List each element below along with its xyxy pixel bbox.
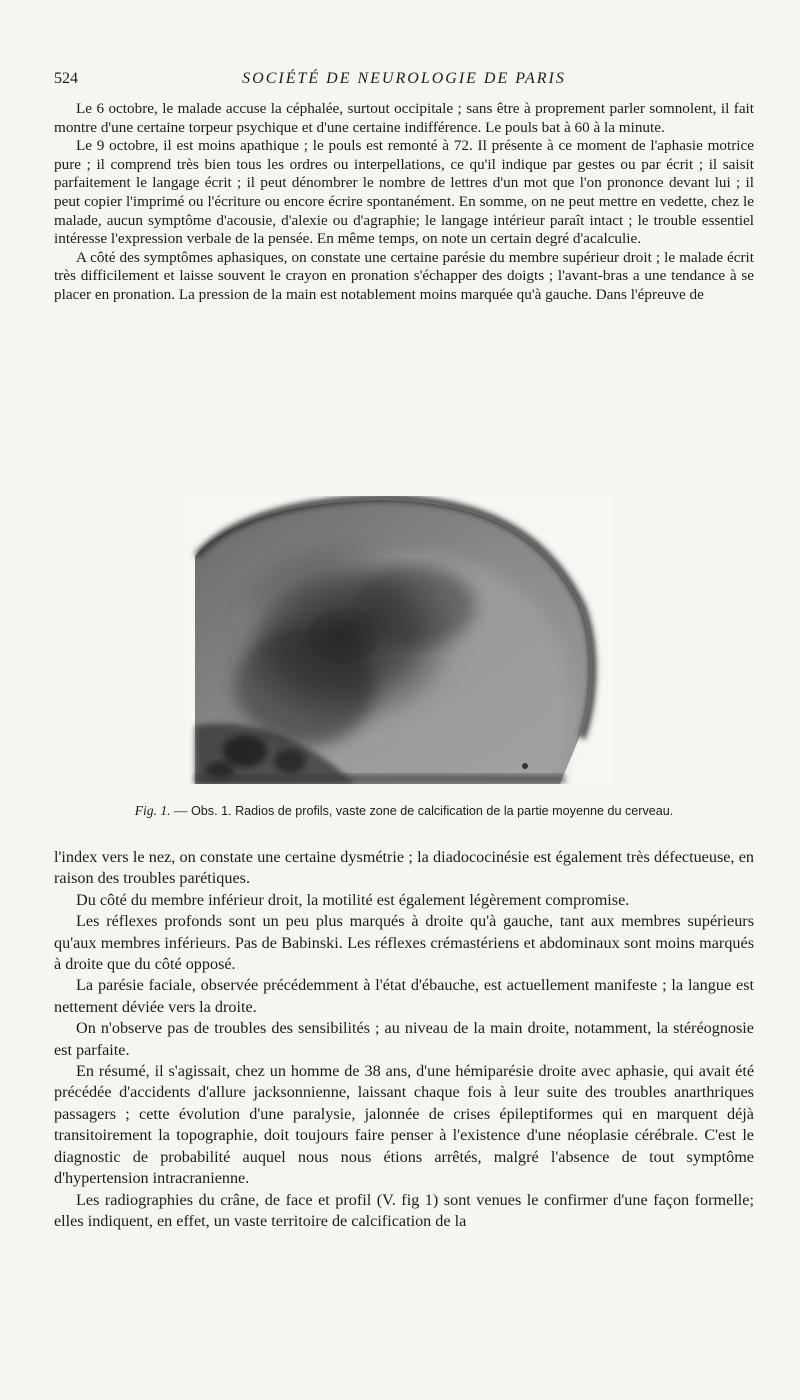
- page-header: [54, 70, 754, 94]
- text-block-bottom: [54, 847, 754, 1232]
- paragraph: La parésie faciale, observée précédemment à l'état d'ébauche, est actuellement manifeste ; la langue est nettement déviée vers la droite.: [54, 976, 754, 1016]
- paragraph: l'index vers le nez, on constate une certaine dysmétrie ; la diadococinésie est également très défectueuse, en raison des troubles parétiques.: [54, 848, 754, 888]
- paragraph: Le 9 octobre, il est moins apathique ; le pouls est remonté à 72. Il présente à ce moment de l'aphasie motrice pure ; il comprend très bien tous les ordres ou interpellations, ce qu'il indique par gestes ou par écrit ; il saisit parfaitement le langage écrit ; il peut dénombrer le nombre de lettres d'un mot que l'on prononce devant lui ; il peut copier l'imprimé ou l'écriture ou encore écrire spontanément. En somme, on ne peut mettre en vedette, chez le malade, aucun symptôme d'acousie, d'alexie ou d'agraphie; le langage intérieur paraît intact ; le trouble essentiel intéresse l'expression verbale de la pensée. En même temps, on note un certain degré d'acalculie.: [54, 137, 754, 248]
- paragraph: Les radiographies du crâne, de face et profil (V. fig 1) sont venues le confirmer d'une façon formelle; elles indiquent, en effet, un vaste territoire de calcification de la: [54, 1190, 754, 1230]
- figure-label: Fig. 1.: [134, 803, 171, 818]
- paragraph: Du côté du membre inférieur droit, la motilité est également légèrement compromise.: [76, 890, 630, 909]
- paragraph: Le 6 octobre, le malade accuse la céphalée, surtout occipitale ; sans être à proprement parler somnolent, il fait montre d'une certaine torpeur psychique et d'une certaine indifférence. Le pouls bat à 60 à la minute.: [54, 100, 754, 136]
- figure-description: Obs. 1. Radios de profils, vaste zone de calcification de la partie moyenne du cerveau.: [190, 804, 674, 818]
- running-title: SOCIÉTÉ DE NEUROLOGIE DE PARIS: [242, 70, 566, 87]
- page-number: 524: [54, 70, 78, 87]
- paragraph: En résumé, il s'agissait, chez un homme de 38 ans, d'une hémiparésie droite avec aphasie, qui avait été précédée d'accidents d'allure jacksonnienne, laissant chaque fois à leur suite des troubles anarthriques passagers ; cette évolution d'une paralysie, jalonnée de crises épileptiformes qui en marquent déjà transitoirement la topographie, doit toujours faire penser à l'existence d'une néoplasie cérébrale. C'est le diagnostic de probabilité auquel nous nous étions arrêtés, malgré l'absence de tout symptôme d'hypertension intracranienne.: [54, 1062, 754, 1188]
- skull-radiograph-image: [185, 496, 613, 784]
- figure-caption: [54, 803, 754, 819]
- skull-radiograph-figure: [185, 496, 613, 784]
- paragraph: On n'observe pas de troubles des sensibilités ; au niveau de la main droite, notamment, la stéréognosie est parfaite.: [54, 1019, 754, 1059]
- text-block-top: [54, 100, 754, 305]
- paragraph: A côté des symptômes aphasiques, on constate une certaine parésie du membre supérieur droit ; le malade écrit très difficilement et laisse souvent le crayon en pronation s'échapper des doigts ; l'avant-bras a une tendance à se placer en pronation. La pression de la main est notablement moins marquée qu'à gauche. Dans l'épreuve de: [54, 248, 754, 303]
- caption-dash: —: [173, 803, 188, 818]
- paragraph: Les réflexes profonds sont un peu plus marqués à droite qu'à gauche, tant aux membres supérieurs qu'aux membres inférieurs. Pas de Babinski. Les réflexes crémastériens et abdominaux sont moins marqués à droite que du côté opposé.: [54, 912, 754, 974]
